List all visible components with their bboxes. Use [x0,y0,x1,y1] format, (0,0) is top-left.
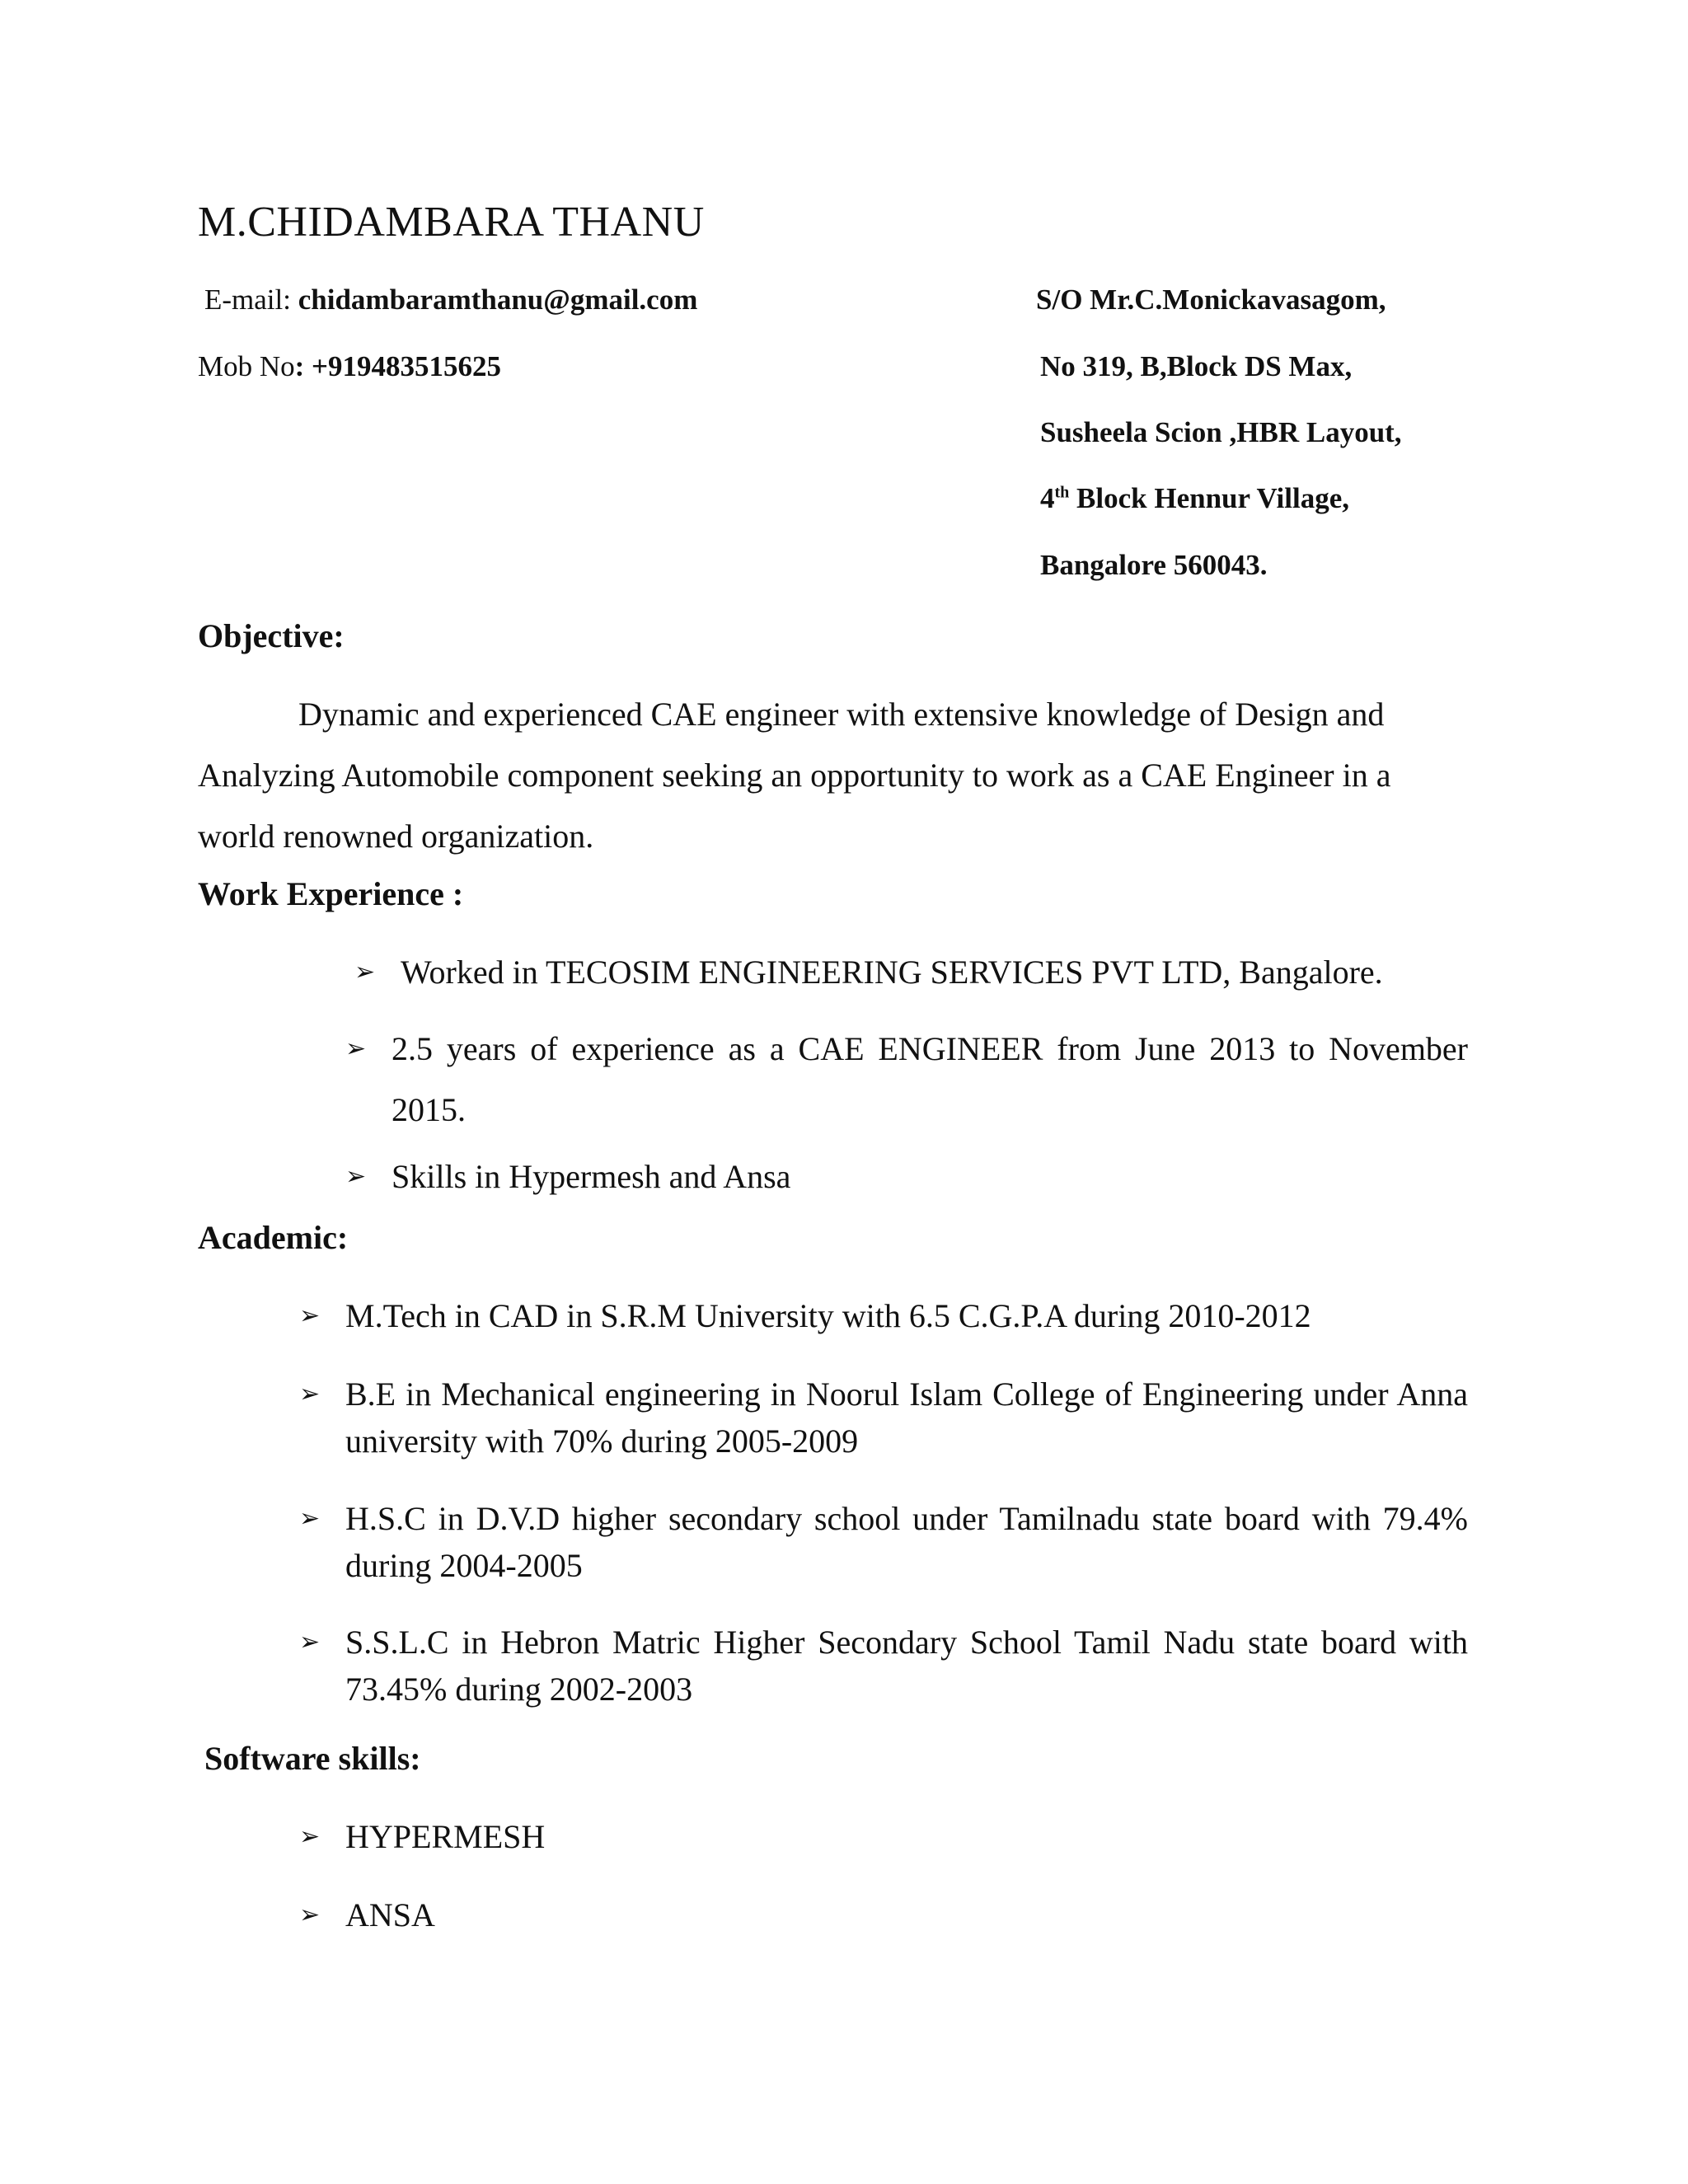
work-item-text: 2.5 years of experience as a CAE ENGINEER from June 2013 to November 2015. [392,1030,1468,1128]
software-item-text: ANSA [345,1896,435,1933]
arrow-bullet-icon: ➢ [299,1900,321,1929]
arrow-bullet-icon: ➢ [299,1301,321,1330]
work-item-text: Worked in TECOSIM ENGINEERING SERVICES PVT LTD, Bangalore. [401,954,1383,991]
arrow-bullet-icon: ➢ [299,1628,321,1657]
objective-heading: Objective: [198,617,345,654]
objective-text: Dynamic and experienced CAE engineer with extensive knowledge of Design and Analyzing Automobile component seeking an opportunity to work as a CAE Engineer in a world renowned organization. [198,696,1391,855]
email-value: chidambaramthanu@gmail.com [298,284,698,316]
academic-item-text: S.S.L.C in Hebron Matric Higher Secondary School Tamil Nadu state board with 73.45% during 2002-2003 [345,1624,1468,1708]
work-item-1 [354,949,1383,996]
software-item-text: HYPERMESH [345,1818,546,1855]
academic-item-text: H.S.C in D.V.D higher secondary school under Tamilnadu state board with 79.4% during 2004-2005 [345,1500,1468,1584]
work-item-2 [345,1019,1468,1141]
email-label: E-mail: [204,284,298,316]
academic-item-1 [299,1292,1311,1339]
email-line [204,284,697,316]
arrow-bullet-icon: ➢ [345,1034,367,1063]
academic-item-2 [299,1371,1468,1465]
arrow-bullet-icon: ➢ [299,1822,321,1851]
mobile-label: Mob No [198,350,295,382]
address-line-1: S/O Mr.C.Monickavasagom, [1036,284,1386,316]
work-experience-heading: Work Experience : [198,875,464,912]
software-item-2 [299,1891,435,1938]
arrow-bullet-icon: ➢ [299,1380,321,1408]
academic-item-3 [299,1495,1468,1589]
address-line-5: Bangalore 560043. [1040,549,1268,581]
address-ordinal-suffix: th [1054,483,1070,502]
work-item-text: Skills in Hypermesh and Ansa [392,1158,791,1195]
arrow-bullet-icon: ➢ [345,1162,367,1191]
arrow-bullet-icon: ➢ [299,1504,321,1533]
arrow-bullet-icon: ➢ [354,958,376,987]
academic-item-text: B.E in Mechanical engineering in Noorul Islam College of Engineering under Anna university with 70% during 2005-2009 [345,1376,1468,1460]
work-item-3 [345,1153,791,1200]
academic-item-text: M.Tech in CAD in S.R.M University with 6.5 C.G.P.A during 2010-2012 [345,1297,1311,1334]
academic-item-4 [299,1619,1468,1713]
academic-heading: Academic: [198,1219,349,1256]
address-line-3: Susheela Scion ,HBR Layout, [1040,416,1402,448]
address-line-4 [1040,482,1349,515]
mobile-value: : +919483515625 [294,350,502,382]
address-block-number: 4 [1040,482,1055,514]
address-line-2: No 319, B,Block DS Max, [1040,350,1353,382]
candidate-name: M.CHIDAMBARA THANU [198,199,705,246]
software-skills-heading: Software skills: [204,1740,421,1777]
mobile-line [198,350,501,383]
address-line-4-rest: Block Hennur Village, [1069,482,1349,514]
software-item-1 [299,1813,546,1860]
